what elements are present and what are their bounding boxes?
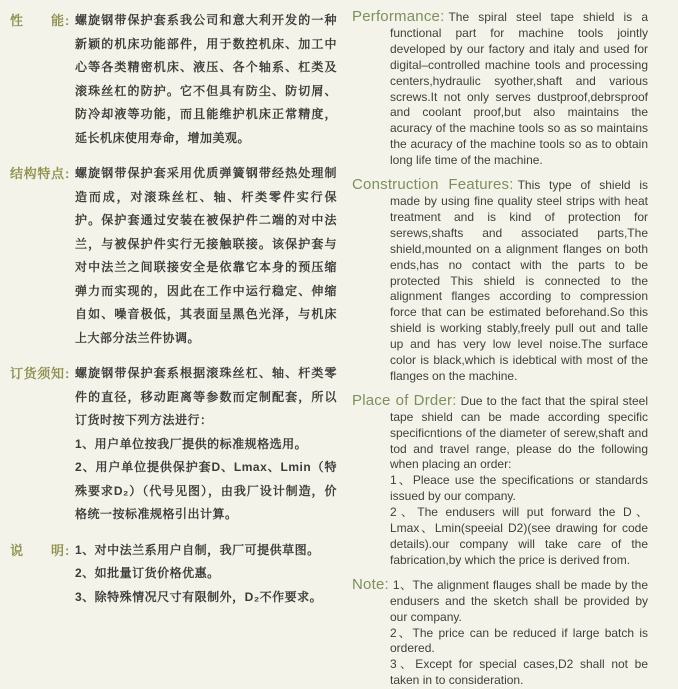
section-construction-features — [10, 162, 337, 350]
english-column — [340, 8, 678, 688]
section-heading: Construction Features: — [352, 176, 514, 194]
section-heading: 说 明 : — [10, 542, 70, 558]
section-performance — [352, 9, 648, 169]
paragraph: 螺旋钢带保护套系我公司和意大利开发的一种新颖的机床功能部件，用于数控机床、加工中心等各类精密机床、液压、各个轴系、杠类及滚珠丝杠的防护。它不但具有防尘、防切屑、防冷却液等功能，而且能维护机床正常精度，延长机床使用寿命，增加美观。 — [75, 13, 337, 145]
paragraph: 2、用户单位提供保护套D、Lmax、Lmin（特殊要求D₂）（代号见图），由我厂设计制造，价格统一按标准规格引出计算。 — [75, 460, 337, 521]
paragraph: 1、The alignment flauges shall be made by the endusers and the sketch shall be provided by our company. — [390, 577, 648, 624]
section-heading: Note: — [352, 575, 389, 593]
paragraph: Due to the fact that the spiral steel tape shield can be made according specific specificntions of the diameter of serew,shaft and tod and travel range, please do the following when placing an order: — [390, 393, 648, 472]
paragraph: 1、用户单位按我厂提供的标准规格选用。 — [75, 436, 308, 451]
section-heading: 结 构 特 点 : — [10, 166, 70, 181]
section-first-paragraph — [352, 393, 648, 474]
paragraph: 3、Except for special cases,D2 shall not be taken in to consideration. — [390, 657, 648, 688]
section-performance — [10, 9, 337, 150]
section-heading: 订 货 须 知 : — [10, 366, 70, 381]
heading-colon: : — [65, 13, 70, 28]
paragraph: 2、The price can be reduced if large batch is ordered. — [390, 625, 648, 656]
section-first-paragraph — [352, 177, 648, 385]
paragraph: 2、The endusers will put forward the D、Lmax、Lmin(speeial D2)(see drawing for code details).our company will take care of the fabrication,by which the price is derived from. — [390, 505, 648, 567]
section-first-paragraph — [352, 9, 648, 169]
heading-colon: : — [65, 366, 70, 381]
section-heading: Performance: — [352, 8, 445, 25]
section-first-paragraph — [352, 577, 648, 626]
paragraph: The spiral steel tape shield is a functional part for machine tools jointly developed by our factory and italy and used for digital–controlled machine tools and processing centers,hydraulic syother,shaft and various screws.It not only serves dustproof,debrsproof and coolant proof,but also maintains the acuracy of the machine tools so as so maintains the acuracy of the machine tools so as to obtain long life time of the machine. — [390, 10, 648, 168]
chinese-column — [0, 9, 340, 604]
paragraph: 螺旋钢带保护套系根据滚珠丝杠、轴、杆类零件的直径，移动距离等参数而定制配套，所以订货时按下列方法进行： — [75, 366, 337, 427]
section-note — [352, 577, 648, 689]
section-heading: 性 能 : — [10, 13, 70, 28]
heading-colon: : — [65, 542, 70, 558]
section-construction-features — [352, 177, 648, 385]
paragraph: 3、除特殊情况尺寸有限制外，D₂不作要求。 — [75, 589, 323, 604]
paragraph: 1、Pleace use the specifications or standards issued by our company. — [390, 473, 648, 504]
section-notes — [10, 539, 337, 610]
paragraph: This type of shield is made by using fine quality steel strips with heat treatment and is kind of protection for serews,shafts and associated parts,The shield,mounted on a alignment flanges on both ends,has no contact with the parts to be protected This shield is connected to the alignment flanges according to compression force that can be estimated beforehand.So this shield is working stably,freely pull out and talle up and has very low level noise.The surface color is black,which is idebtical with most of the flanges on the machine. — [390, 178, 649, 383]
heading-colon: : — [65, 166, 70, 181]
section-heading: Place of Drder: — [352, 391, 457, 409]
paragraph: 2、如批量订货价格优惠。 — [75, 566, 220, 580]
section-ordering-notice — [10, 362, 337, 527]
section-place-of-order — [352, 393, 648, 569]
paragraph: 1、对中法兰系用户自制，我厂可提供草图。 — [75, 542, 320, 557]
paragraph: 螺旋钢带保护套采用优质弹簧钢带经热处理制造而成，对滚珠丝杠、轴、杆类零件实行保护。保护套通过安装在被保护件二端的对中法兰，与被保护件实行无接触联接。该保护套与对中法兰之间联接安全是依靠它本身的预压缩弹力而实现的，因此在工作中运行稳定、伸缩自如、噪音极低，其表面呈黑色光泽，与机床上大部分法兰件协调。 — [75, 166, 337, 345]
